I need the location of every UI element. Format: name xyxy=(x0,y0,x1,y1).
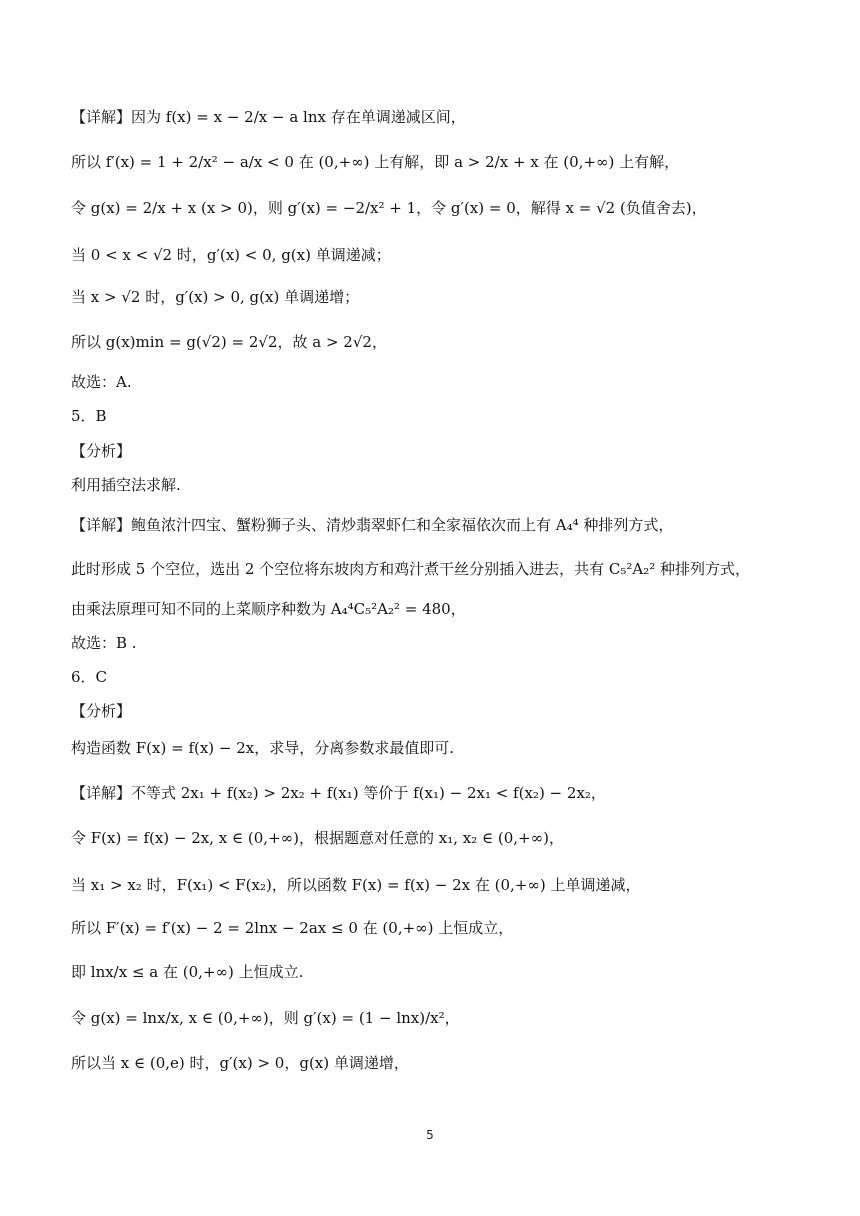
text-line: 所以 F′(x) = f′(x) − 2 = 2lnx − 2ax ≤ 0 在 (0,+∞) 上恒成立， xyxy=(71,919,514,937)
question-number: 5．B xyxy=(71,407,107,425)
text-line: 所以 f′(x) = 1 + 2/x² − a/x < 0 在 (0,+∞) 上有解，即 a > 2/x + x 在 (0,+∞) 上有解， xyxy=(71,153,680,171)
text-line: 由乘法原理可知不同的上菜顺序种数为 A₄⁴C₅²A₂² = 480， xyxy=(71,600,466,618)
text-line: 利用插空法求解. xyxy=(71,476,181,494)
text-line: 当 x₁ > x₂ 时，F(x₁) < F(x₂)，所以函数 F(x) = f(x) − 2x 在 (0,+∞) 上单调递减， xyxy=(71,876,641,894)
text-line: 【详解】鲍鱼浓汁四宝、蟹粉狮子头、清炒翡翠虾仁和全家福依次而上有 A₄⁴ 种排列方式， xyxy=(71,516,674,534)
page-number: 5 xyxy=(426,1128,434,1142)
text-line: 当 0 < x < √2 时，g′(x) < 0, g(x) 单调递减； xyxy=(71,246,391,264)
text-line: 令 g(x) = lnx/x, x ∈ (0,+∞)，则 g′(x) = (1 − lnx)/x²， xyxy=(71,1009,460,1027)
text-line: 此时形成 5 个空位，选出 2 个空位将东坡肉方和鸡汁煮干丝分别插入进去，共有 C₅²A₂² 种排列方式， xyxy=(71,560,751,578)
text-line: 【详解】不等式 2x₁ + f(x₂) > 2x₂ + f(x₁) 等价于 f(x₁) − 2x₁ < f(x₂) − 2x₂， xyxy=(71,784,606,802)
text-line: 故选：B . xyxy=(71,634,137,652)
question-number: 6．C xyxy=(71,668,108,686)
text-line: 所以 g(x)min = g(√2) = 2√2，故 a > 2√2， xyxy=(71,333,387,351)
text-line: 所以当 x ∈ (0,e) 时，g′(x) > 0，g(x) 单调递增， xyxy=(71,1054,409,1072)
section-heading: 【分析】 xyxy=(71,442,132,460)
text-line: 令 F(x) = f(x) − 2x, x ∈ (0,+∞)，根据题意对任意的 x₁, x₂ ∈ (0,+∞)， xyxy=(71,829,564,847)
section-heading: 【分析】 xyxy=(71,702,132,720)
text-line: 【详解】因为 f(x) = x − 2/x − a lnx 存在单调递减区间， xyxy=(71,108,466,126)
text-line: 令 g(x) = 2/x + x (x > 0)，则 g′(x) = −2/x² + 1，令 g′(x) = 0，解得 x = √2 (负值舍去)， xyxy=(71,199,707,217)
text-line: 构造函数 F(x) = f(x) − 2x，求导，分离参数求最值即可. xyxy=(71,739,455,757)
text-line: 当 x > √2 时，g′(x) > 0, g(x) 单调递增； xyxy=(71,288,360,306)
text-line: 即 lnx/x ≤ a 在 (0,+∞) 上恒成立. xyxy=(71,963,304,981)
text-line: 故选：A. xyxy=(71,373,132,391)
